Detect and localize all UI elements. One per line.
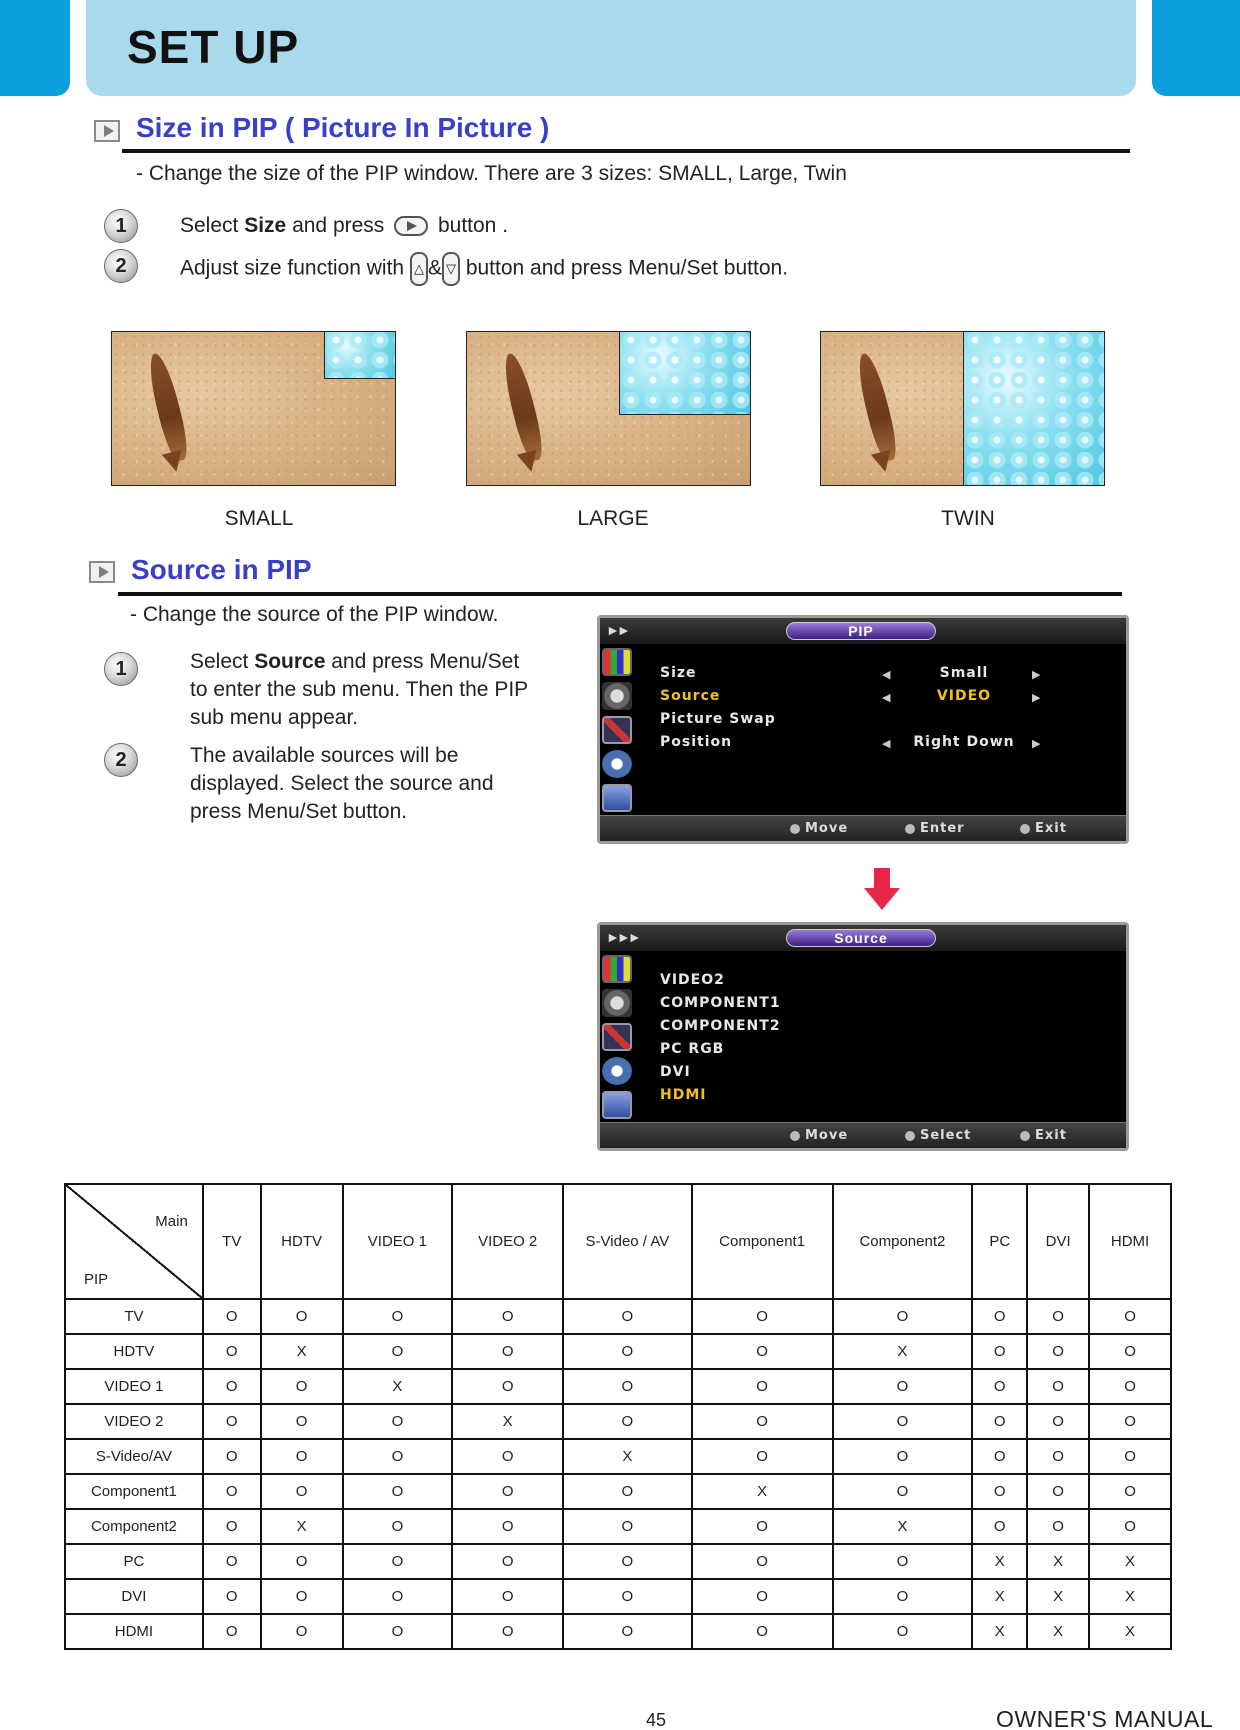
position-value: Right Down (913, 734, 1015, 750)
table-cell: O (1027, 1299, 1089, 1334)
table-cell: O (833, 1614, 973, 1649)
table-cell: O (1089, 1439, 1171, 1474)
hint-move: Move (790, 1128, 848, 1143)
table-cell: O (833, 1299, 973, 1334)
sound-icon (602, 989, 632, 1017)
corner-pip-label: PIP (84, 1271, 109, 1288)
table-header-row (65, 1184, 1171, 1299)
table-cell: O (261, 1544, 343, 1579)
size-step-2: Adjust size function with △ & ▽ button and press Menu/Set button. (180, 252, 788, 286)
time-icon (602, 1057, 632, 1085)
sound-icon (602, 682, 632, 710)
table-cell: O (261, 1299, 343, 1334)
table-cell: O (563, 1544, 692, 1579)
table-cell: O (972, 1509, 1027, 1544)
table-corner-cell (65, 1184, 203, 1299)
table-cell: O (692, 1369, 833, 1404)
table-cell: O (343, 1474, 453, 1509)
table-cell: O (343, 1334, 453, 1369)
menu-sidebar-icons (602, 648, 636, 818)
pip-compatibility-table (64, 1183, 1172, 1650)
table-column-header: HDTV (261, 1184, 343, 1299)
table-cell: O (261, 1614, 343, 1649)
table-cell: O (452, 1299, 563, 1334)
left-arrow-icon[interactable]: ◀ (882, 738, 891, 750)
step-2-badge: 2 (104, 743, 138, 777)
table-cell: O (261, 1439, 343, 1474)
right-arrow-icon[interactable]: ▶ (1032, 692, 1041, 704)
table-cell: O (343, 1509, 453, 1544)
source-step-2: The available sources will be displayed. Select the source and press Menu/Set button. (190, 744, 494, 823)
table-cell: O (563, 1404, 692, 1439)
up-button-icon: △ (410, 252, 428, 286)
header-tab-right (1152, 0, 1240, 96)
table-cell: O (452, 1614, 563, 1649)
table-cell: O (452, 1439, 563, 1474)
setup-tools-icon (602, 1023, 632, 1051)
down-arrow-icon (864, 868, 900, 910)
table-cell: O (203, 1299, 261, 1334)
table-row-header: PC (65, 1544, 203, 1579)
table-cell: O (692, 1509, 833, 1544)
table-cell: O (563, 1334, 692, 1369)
table-cell: O (452, 1579, 563, 1614)
table-cell: O (563, 1579, 692, 1614)
table-column-header: Component1 (692, 1184, 833, 1299)
source-item[interactable]: COMPONENT1 (660, 995, 781, 1011)
size-section-rule (122, 149, 1130, 153)
hint-select: Select (905, 1128, 971, 1143)
table-cell: X (1089, 1544, 1171, 1579)
table-cell: O (692, 1404, 833, 1439)
table-cell: X (343, 1369, 453, 1404)
size-section-description: - Change the size of the PIP window. There are 3 sizes: SMALL, Large, Twin (136, 162, 847, 185)
table-row (65, 1334, 1171, 1369)
table-row-header: Component2 (65, 1509, 203, 1544)
table-column-header: TV (203, 1184, 261, 1299)
table-cell: X (261, 1509, 343, 1544)
manual-label: OWNER'S MANUAL (996, 1706, 1214, 1730)
table-cell: O (343, 1439, 453, 1474)
table-cell: X (833, 1334, 973, 1369)
pip-menu-title: PIP (786, 622, 936, 640)
section-play-icon (94, 120, 120, 142)
source-menu-title: Source (786, 929, 936, 947)
table-cell: X (972, 1544, 1027, 1579)
table-cell: O (833, 1544, 973, 1579)
table-cell: O (692, 1614, 833, 1649)
table-cell: O (1027, 1334, 1089, 1369)
table-cell: X (972, 1614, 1027, 1649)
pip-twin-label: TWIN (941, 507, 995, 530)
table-cell: O (203, 1334, 261, 1369)
table-cell: O (261, 1474, 343, 1509)
table-cell: O (203, 1509, 261, 1544)
step-1-badge: 1 (104, 209, 138, 243)
table-row (65, 1439, 1171, 1474)
table-cell: O (563, 1614, 692, 1649)
table-cell: O (833, 1404, 973, 1439)
pip-small-label: SMALL (224, 507, 294, 530)
size-step-1: Select Size and press button . (180, 214, 509, 237)
hint-exit: Exit (1020, 1128, 1067, 1143)
table-cell: O (692, 1334, 833, 1369)
table-cell: O (1027, 1369, 1089, 1404)
table-cell: O (972, 1404, 1027, 1439)
pip-large-label: LARGE (577, 507, 649, 530)
source-item[interactable]: VIDEO2 (660, 972, 725, 988)
table-cell: O (833, 1439, 973, 1474)
input-icon (602, 1091, 632, 1119)
down-button-icon: ▽ (442, 252, 460, 286)
table-cell: O (452, 1509, 563, 1544)
table-column-header: HDMI (1089, 1184, 1171, 1299)
pip-menu-screen (597, 615, 1129, 844)
corner-main-label: Main (155, 1213, 188, 1230)
menu-arrows-icon: ►► (606, 622, 628, 638)
table-row (65, 1509, 1171, 1544)
table-cell: O (563, 1299, 692, 1334)
source-item[interactable]: DVI (660, 1064, 691, 1080)
table-column-header: PC (972, 1184, 1027, 1299)
table-row-header: HDTV (65, 1334, 203, 1369)
table-cell: X (833, 1509, 973, 1544)
table-cell: X (1027, 1579, 1089, 1614)
table-cell: O (203, 1544, 261, 1579)
pip-menu-item-source[interactable]: Source (660, 688, 721, 704)
table-cell: O (1027, 1404, 1089, 1439)
table-cell: O (261, 1579, 343, 1614)
pip-small-image (111, 331, 396, 486)
table-cell: O (692, 1439, 833, 1474)
table-cell: O (203, 1439, 261, 1474)
table-row (65, 1404, 1171, 1439)
table-cell: O (452, 1334, 563, 1369)
step-2-badge: 2 (104, 249, 138, 283)
table-cell: X (452, 1404, 563, 1439)
source-step-1: Select Source and press Menu/Set to enter the sub menu. Then the PIP sub menu appear. (190, 650, 529, 729)
table-cell: O (203, 1474, 261, 1509)
setup-tools-icon (602, 716, 632, 744)
table-row-header: VIDEO 2 (65, 1404, 203, 1439)
left-arrow-icon[interactable]: ◀ (882, 692, 891, 704)
source-value: VIDEO (936, 688, 992, 704)
table-row-header: S-Video/AV (65, 1439, 203, 1474)
input-icon (602, 784, 632, 812)
table-cell: X (1089, 1614, 1171, 1649)
source-section-description: - Change the source of the PIP window. (130, 603, 499, 626)
table-cell: O (692, 1299, 833, 1334)
table-cell: O (692, 1579, 833, 1614)
table-row (65, 1474, 1171, 1509)
right-button-icon (394, 216, 428, 236)
table-cell: O (972, 1369, 1027, 1404)
table-cell: O (972, 1474, 1027, 1509)
table-cell: X (1089, 1579, 1171, 1614)
table-cell: O (1089, 1404, 1171, 1439)
table-row-header: TV (65, 1299, 203, 1334)
table-column-header: VIDEO 1 (343, 1184, 453, 1299)
table-cell: O (343, 1544, 453, 1579)
table-cell: O (563, 1369, 692, 1404)
picture-icon (602, 648, 632, 676)
time-icon (602, 750, 632, 778)
right-arrow-icon[interactable]: ▶ (1032, 738, 1041, 750)
table-row-header: Component1 (65, 1474, 203, 1509)
source-item[interactable]: PC RGB (660, 1041, 725, 1057)
table-cell: O (452, 1544, 563, 1579)
pip-menu-item-size[interactable]: Size (660, 665, 697, 681)
table-row (65, 1369, 1171, 1404)
right-arrow-icon[interactable]: ▶ (1032, 669, 1041, 681)
table-cell: O (692, 1544, 833, 1579)
table-cell: O (1089, 1474, 1171, 1509)
hint-enter: Enter (905, 821, 965, 836)
table-column-header: DVI (1027, 1184, 1089, 1299)
table-cell: O (261, 1369, 343, 1404)
section-play-icon (89, 561, 115, 583)
source-section-rule (118, 592, 1122, 596)
table-cell: O (833, 1369, 973, 1404)
page-title: SET UP (127, 21, 300, 73)
table-cell: O (203, 1369, 261, 1404)
table-cell: O (563, 1474, 692, 1509)
table-row-header: VIDEO 1 (65, 1369, 203, 1404)
table-column-header: VIDEO 2 (452, 1184, 563, 1299)
table-cell: O (1027, 1474, 1089, 1509)
step-1-badge: 1 (104, 652, 138, 686)
table-cell: O (203, 1579, 261, 1614)
pip-menu-item-position[interactable]: Position (660, 734, 733, 750)
source-item[interactable]: COMPONENT2 (660, 1018, 781, 1034)
table-cell: X (972, 1579, 1027, 1614)
page-number: 45 (646, 1710, 667, 1730)
table-cell: O (203, 1614, 261, 1649)
table-row (65, 1299, 1171, 1334)
table-row (65, 1544, 1171, 1579)
table-row-header: HDMI (65, 1614, 203, 1649)
table-cell: O (343, 1404, 453, 1439)
table-cell: O (1089, 1299, 1171, 1334)
table-cell: X (563, 1439, 692, 1474)
menu-arrows-icon: ►►► (606, 929, 639, 945)
left-arrow-icon[interactable]: ◀ (882, 669, 891, 681)
table-cell: O (972, 1299, 1027, 1334)
size-section-title: Size in PIP ( Picture In Picture ) (136, 112, 550, 143)
size-value: Small (939, 665, 989, 681)
table-cell: O (203, 1404, 261, 1439)
picture-icon (602, 955, 632, 983)
pip-menu-item-picture-swap[interactable]: Picture Swap (660, 711, 776, 727)
menu-sidebar-icons (602, 955, 636, 1125)
table-cell: X (1027, 1614, 1089, 1649)
header-tab-left (0, 0, 70, 96)
table-cell: X (1027, 1544, 1089, 1579)
table-cell: O (1027, 1439, 1089, 1474)
table-cell: O (343, 1299, 453, 1334)
table-cell: O (1027, 1509, 1089, 1544)
table-row-header: DVI (65, 1579, 203, 1614)
table-cell: O (261, 1404, 343, 1439)
source-menu-screen (597, 922, 1129, 1151)
table-cell: O (833, 1579, 973, 1614)
table-cell: O (1089, 1369, 1171, 1404)
table-cell: O (1089, 1334, 1171, 1369)
table-cell: O (833, 1474, 973, 1509)
table-cell: O (343, 1614, 453, 1649)
table-cell: O (972, 1439, 1027, 1474)
table-row (65, 1614, 1171, 1649)
source-section-title: Source in PIP (131, 554, 312, 585)
table-cell: O (452, 1369, 563, 1404)
table-cell: O (972, 1334, 1027, 1369)
table-cell: X (692, 1474, 833, 1509)
table-cell: O (343, 1579, 453, 1614)
table-cell: X (261, 1334, 343, 1369)
pip-large-image (466, 331, 751, 486)
hint-move: Move (790, 821, 848, 836)
table-row (65, 1579, 1171, 1614)
hint-exit: Exit (1020, 821, 1067, 836)
source-item[interactable]: HDMI (660, 1087, 707, 1103)
table-cell: O (1089, 1509, 1171, 1544)
table-cell: O (452, 1474, 563, 1509)
pip-twin-image (820, 331, 1105, 486)
table-column-header: Component2 (833, 1184, 973, 1299)
table-cell: O (563, 1509, 692, 1544)
table-column-header: S-Video / AV (563, 1184, 692, 1299)
